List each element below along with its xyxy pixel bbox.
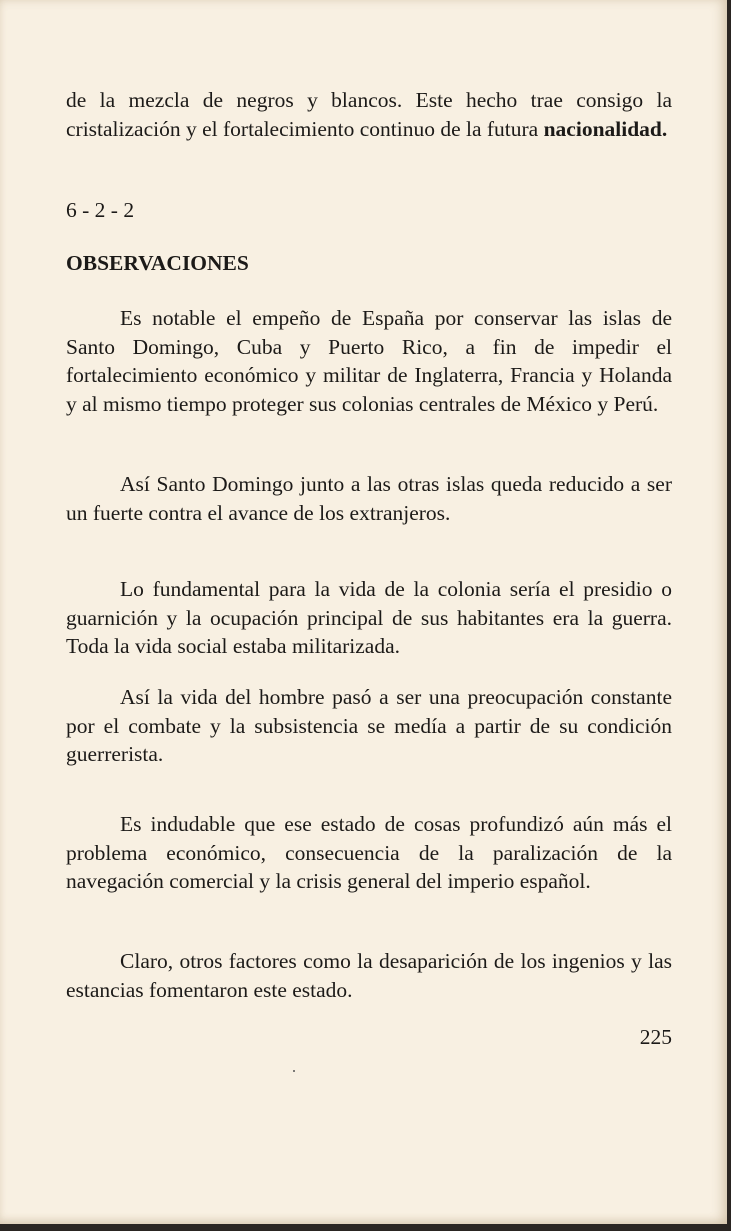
- section-number-text: 6 - 2 - 2: [66, 198, 135, 222]
- section-heading: [66, 249, 672, 278]
- intro-line-text: de la mezcla de negros y blancos. Este hecho trae consigo la cristalización y el fortalecimiento continuo de la futura: [66, 88, 672, 141]
- paragraph-1: [66, 304, 672, 418]
- paragraph-text: Claro, otros factores como la desaparición de los ingenios y las estancias fomentaron este estado.: [66, 949, 672, 1002]
- intro-text: [66, 86, 672, 143]
- paragraph-6: [66, 947, 672, 1004]
- paragraph-5: [66, 810, 672, 896]
- paragraph-text: Es notable el empeño de España por conservar las islas de Santo Domingo, Cuba y Puerto Rico, a fin de impedir el fortalecimiento económico y militar de Inglaterra, Francia y Holanda y al mismo tiempo proteger sus colonias centrales de México y Perú.: [66, 306, 672, 416]
- paragraph-text: Así Santo Domingo junto a las otras islas queda reducido a ser un fuerte contra el avance de los extranjeros.: [66, 472, 672, 525]
- intro-bold-word: nacionalidad.: [543, 116, 668, 141]
- heading-text: OBSERVACIONES: [66, 251, 249, 275]
- paragraph-3: [66, 575, 672, 661]
- paper-speck: [293, 1070, 295, 1072]
- paragraph-text: Es indudable que ese estado de cosas profundizó aún más el problema económico, consecuencia de la paralización de la navegación comercial y la crisis general del imperio español.: [66, 812, 672, 893]
- intro-paragraph: [66, 86, 672, 143]
- paragraph-2: [66, 470, 672, 527]
- paragraph-text: Lo fundamental para la vida de la colonia sería el presidio o guarnición y la ocupación principal de sus habitantes era la guerra. Toda la vida social estaba militarizada.: [66, 577, 672, 658]
- section-number: [66, 196, 672, 225]
- paragraph-text: Así la vida del hombre pasó a ser una preocupación constante por el combate y la subsistencia se medía a partir de su condición guerrerista.: [66, 685, 672, 766]
- paragraph-4: [66, 683, 672, 769]
- page-number: 225: [639, 1025, 672, 1049]
